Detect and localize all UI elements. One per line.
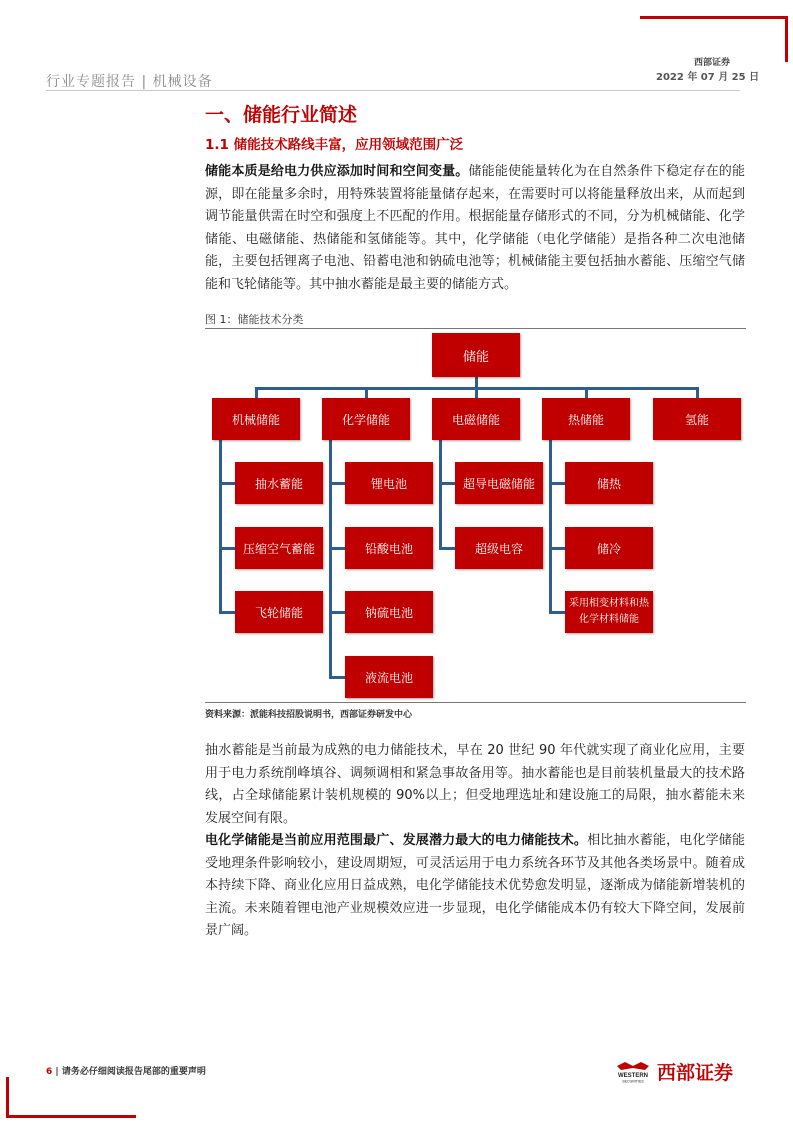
corner-decoration-top-right [640,16,788,19]
connector-branch-4 [549,440,552,614]
connector-leaf [549,547,565,550]
connector-leaf [329,547,345,550]
leaf-node: 液流电池 [345,656,433,698]
page-number: 6 [46,1067,53,1077]
connector-leaf [219,611,235,614]
header-date: 2022 年 07 月 25 日 [656,72,760,83]
paragraph-pumped-hydro: 抽水蓄能是当前最为成熟的电力储能技术，早在 20 世纪 90 年代就实现了商业化应用，主要用于电力系统削峰填谷、调频调相和紧急事故备用等。抽水蓄能也是目前装机量最大的技术路线，占全球储能累计装机规模的 90%以上；但受地理选址和建设施工的局限，抽水蓄能未来发展空间有限。 [205,743,745,826]
corner-decoration-top-right-vertical [785,16,788,62]
connector-branch-2 [329,440,332,679]
connector-leaf [439,547,455,550]
figure-top-rule [205,328,746,329]
leaf-node: 锂电池 [345,462,433,504]
connector-leaf [329,611,345,614]
connector-leaf [439,482,455,485]
figure-bottom-rule [205,702,746,703]
category-node-hydrogen: 氢能 [653,398,741,440]
leaf-node: 储冷 [565,527,653,569]
category-node-mechanical: 机械储能 [212,398,300,440]
category-node-chemical: 化学储能 [322,398,410,440]
connector-leaf [219,482,235,485]
connector-leaf [219,547,235,550]
connector-leaf [329,482,345,485]
paragraph-electrochemical-body: 相比抽水蓄能，电化学储能受地理条件影响较小，建设周期短，可灵活运用于电力系统各环节及其他各类场景中。随着成本持续下降、商业化应用日益成熟，电化学储能技术优势愈发明显，逐渐成为储能新增装机的主流。未来随着锂电池产业规模效应进一步显现，电化学储能成本仍有较大下降空间，发展前景广阔。 [205,833,745,939]
leaf-node: 钠硫电池 [345,591,433,633]
paragraph-electrochemical-lead: 电化学储能是当前应用范围最广、发展潜力最大的电力储能技术。 [205,833,588,848]
header-divider [46,90,740,91]
leaf-node: 储热 [565,462,653,504]
category-node-electromagnetic: 电磁储能 [432,398,520,440]
corner-decoration-bottom-left [6,1115,136,1118]
diagram-root-node: 储能 [432,333,520,377]
category-node-thermal: 热储能 [542,398,630,440]
corner-decoration-bottom-left-vertical [6,1077,9,1118]
subsection-heading: 1.1 储能技术路线丰富，应用领域范围广泛 [205,137,464,153]
paragraph-electrochemical [205,830,745,943]
paragraph-intro-body: 储能能使能量转化为在自然条件下稳定存在的能源，即在能量多余时，用特殊装置将能量储存起来，在需要时可以将能量释放出来，从而起到调节能量供需在时空和强度上不匹配的作用。根据能量存储形式的不同，分为机械储能、化学储能、电磁储能、热储能和氢储能等。其中，化学储能（电化学储能）是指各种二次电池储能，主要包括锂离子电池、铅蓄电池和钠硫电池等；机械储能主要包括抽水蓄能、压缩空气储能和飞轮储能等。其中抽水蓄能是最主要的储能方式。 [205,164,745,292]
connector-leaf [549,611,565,614]
figure-title: 图 1：储能技术分类 [205,313,304,326]
leaf-node: 抽水蓄能 [235,462,323,504]
leaf-node: 超级电容 [455,527,543,569]
leaf-node: 超导电磁储能 [455,462,543,504]
leaf-node: 铅酸电池 [345,527,433,569]
connector-branch-1 [219,440,222,614]
footer-disclaimer: | 请务必仔细阅读报告尾部的重要声明 [52,1067,206,1077]
figure-source: 资料来源：派能科技招股说明书，西部证券研发中心 [205,710,413,720]
footer-logo-text: 西部证券 [657,1062,734,1084]
connector-leaf [549,482,565,485]
paragraph-intro-lead: 储能本质是给电力供应添加时间和空间变量。 [205,164,469,179]
paragraph-intro [205,161,745,297]
svg-text:SECURITIES: SECURITIES [622,1079,644,1084]
leaf-node: 飞轮储能 [235,591,323,633]
connector-branch-3 [439,440,442,550]
section-heading: 一、储能行业简述 [205,104,358,126]
footer-notice [46,1064,206,1077]
header-brand: 西部证券 [694,58,731,68]
svg-text:WESTERN: WESTERN [618,1073,648,1079]
connector-leaf [329,676,345,679]
header-section-label: 行业专题报告 | 机械设备 [46,74,213,90]
leaf-node: 压缩空气蓄能 [235,527,323,569]
western-logo-icon [611,1060,655,1084]
leaf-node: 采用相变材料和热化学材料储能 [565,591,653,633]
